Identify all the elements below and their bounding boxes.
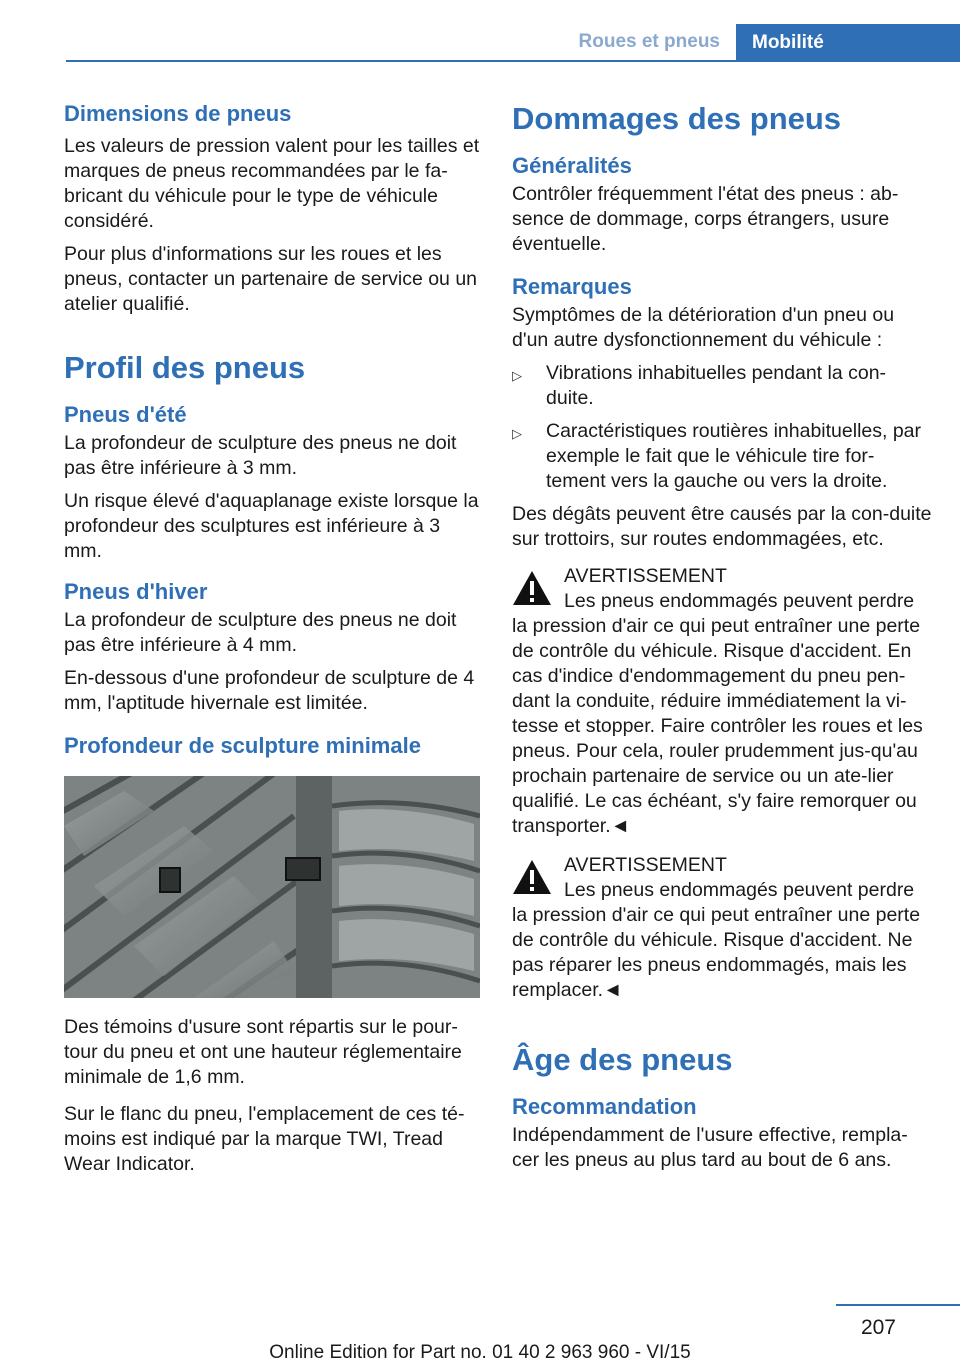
hiver-heading: Pneus d'hiver: [64, 579, 208, 604]
warning-triangle-icon: [512, 570, 552, 606]
remarques-paragraph-1: Symptômes de la détérioration d'un pneu ou d'un autre dysfonctionnement du véhicule :: [512, 304, 895, 351]
warning-title: AVERTISSEMENT: [564, 854, 727, 876]
dimensions-paragraph-1: Les valeurs de pression valent pour les tailles et marques de pneus recommandées par le fa-bricant du véhicule pour le type de véhicule considéré.: [64, 135, 480, 232]
edition-footer: Online Edition for Part no. 01 40 2 963 960 - VI/15: [269, 1342, 691, 1362]
ete-heading: Pneus d'été: [64, 402, 187, 427]
hiver-paragraph-1: La profondeur de sculpture des pneus ne doit pas être inférieure à 4 mm.: [64, 609, 457, 656]
warning-text: Les pneus endommagés peuvent perdre la pression d'air ce qui peut entraîner une perte de contrôle du véhicule. Risque d'accident. Ne pas réparer les pneus endommagés, mais les remplacer.◄: [512, 879, 921, 1001]
ete-paragraph-2: Un risque élevé d'aquaplanage existe lorsque la profondeur des sculptures est inférieure à 3 mm.: [64, 490, 479, 562]
section-tab: Mobilité: [736, 24, 960, 62]
chapter-title: Roues et pneus: [578, 31, 720, 52]
warning-text: Les pneus endommagés peuvent perdre la pression d'air ce qui peut entraîner une perte de contrôle du véhicule. Risque d'accident. En cas d'indice d'endommagement du pneu pen-dant la conduite, réduire immédiatement la vi-tesse et stopper. Faire contrôler les roues et les pneus. Pour cela, rouler prudemment jus-qu'au prochain partenaire de service ou un ate-lier qualifié. Le cas échéant, s'y faire remorquer ou transporter.◄: [512, 590, 923, 837]
dimensions-heading: Dimensions de pneus: [64, 101, 292, 126]
warning-block-1: [512, 564, 932, 839]
generalites-paragraph: Contrôler fréquemment l'état des pneus : ab-sence de dommage, corps étrangers, usure éventuelle.: [512, 183, 899, 255]
left-column: [64, 100, 482, 1185]
list-item-text: Vibrations inhabituelles pendant la con-duite.: [546, 362, 887, 409]
list-item: [512, 419, 932, 494]
right-column: [512, 100, 932, 1181]
remarques-heading: Remarques: [512, 274, 632, 299]
minimale-paragraph-2: Sur le flanc du pneu, l'emplacement de ces té-moins est indiqué par la marque TWI, Tread Wear Indicator.: [64, 1103, 465, 1175]
generalites-heading: Généralités: [512, 153, 632, 178]
list-item-text: Caractéristiques routières inhabituelles, par exemple le fait que le véhicule tire for-tement vers la gauche ou vers la droite.: [546, 420, 922, 492]
list-item: [512, 361, 932, 411]
dommages-heading: Dommages des pneus: [512, 101, 842, 136]
warning-title: AVERTISSEMENT: [564, 565, 727, 587]
recommandation-paragraph: Indépendamment de l'usure effective, rempla-cer les pneus au plus tard au bout de 6 ans.: [512, 1124, 908, 1171]
profil-heading: Profil des pneus: [64, 350, 306, 385]
minimale-paragraph-1: Des témoins d'usure sont répartis sur le pour-tour du pneu et ont une hauteur réglementaire minimale de 1,6 mm.: [64, 1016, 462, 1088]
hiver-paragraph-2: En-dessous d'une profondeur de sculpture de 4 mm, l'aptitude hivernale est limitée.: [64, 667, 475, 714]
page-number: 207: [860, 1316, 896, 1339]
warning-block-2: [512, 853, 932, 1003]
bullet-triangle-icon: ▷: [512, 368, 522, 383]
dimensions-paragraph-2: Pour plus d'informations sur les roues et les pneus, contacter un partenaire de service ou un atelier qualifié.: [64, 243, 478, 315]
page-header: [66, 24, 960, 62]
remarques-paragraph-2: Des dégâts peuvent être causés par la con-duite sur trottoirs, sur routes endommagées, etc.: [512, 503, 932, 550]
age-heading: Âge des pneus: [512, 1042, 733, 1077]
tire-tread-photo: [64, 776, 480, 998]
footer-rule: [836, 1304, 960, 1306]
ete-paragraph-1: La profondeur de sculpture des pneus ne doit pas être inférieure à 3 mm.: [64, 432, 457, 479]
warning-triangle-icon: [512, 859, 552, 895]
recommandation-heading: Recommandation: [512, 1094, 697, 1119]
minimale-heading: Profondeur de sculpture minimale: [64, 733, 421, 758]
bullet-triangle-icon: ▷: [512, 426, 522, 441]
